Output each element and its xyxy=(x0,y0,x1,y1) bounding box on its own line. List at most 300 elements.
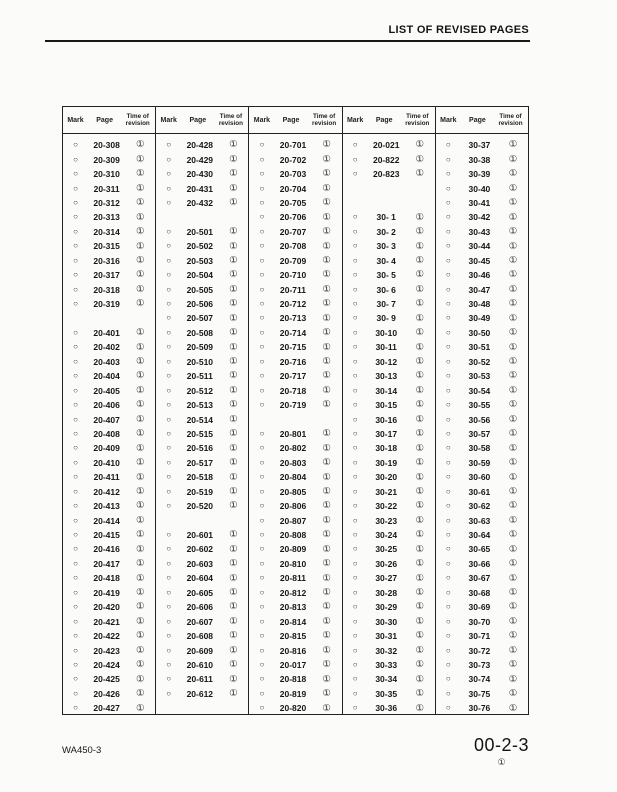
page-cell: 20-606 xyxy=(186,602,214,613)
page-cell: 20-017 xyxy=(279,659,307,670)
page-cell: 20-407 xyxy=(93,414,120,425)
table-row xyxy=(249,167,341,181)
mark-symbol: ○ xyxy=(352,501,358,511)
table-row xyxy=(156,687,248,701)
page-cell: 20-315 xyxy=(93,241,120,252)
revision-mark: ① xyxy=(322,572,331,584)
table-row-blank xyxy=(343,181,435,195)
table-row xyxy=(436,427,528,441)
mark-symbol: ○ xyxy=(445,515,451,525)
revision-mark: ① xyxy=(322,615,331,627)
table-row xyxy=(156,542,248,556)
revision-mark: ① xyxy=(229,413,238,425)
revision-mark: ① xyxy=(135,558,145,570)
page-cell: 20-417 xyxy=(93,558,120,569)
mark-symbol: ○ xyxy=(259,674,265,684)
mark-symbol: ○ xyxy=(445,530,451,540)
page-cell: 20-611 xyxy=(186,674,213,685)
page-cell: 30-25 xyxy=(375,544,398,555)
revision-mark: ① xyxy=(415,485,425,497)
mark-symbol: ○ xyxy=(352,226,358,236)
table-row xyxy=(343,542,435,556)
table-row xyxy=(343,340,435,354)
mark-symbol: ○ xyxy=(73,154,78,164)
mark-symbol: ○ xyxy=(166,400,172,410)
revision-mark: ① xyxy=(229,341,238,353)
mark-symbol: ○ xyxy=(73,703,78,713)
revision-mark: ① xyxy=(322,702,331,714)
page-cell: 20-609 xyxy=(186,645,214,656)
revision-mark: ① xyxy=(508,558,518,570)
revision-mark: ① xyxy=(229,587,238,599)
table-row xyxy=(156,311,248,325)
page-cell: 30-47 xyxy=(468,284,491,295)
revision-mark: ① xyxy=(229,659,238,671)
page-cell: 30-51 xyxy=(468,342,491,353)
page-cell: 30-21 xyxy=(375,486,398,497)
revision-mark: ① xyxy=(322,399,331,411)
page-cell: 20-429 xyxy=(186,154,214,165)
mark-symbol: ○ xyxy=(445,313,451,323)
table-row xyxy=(63,499,155,513)
table-row xyxy=(156,528,248,542)
mark-symbol: ○ xyxy=(445,241,451,251)
table-row xyxy=(156,383,248,397)
revision-mark: ① xyxy=(135,457,145,469)
page-cell: 20-416 xyxy=(93,544,120,555)
table-row xyxy=(343,210,435,224)
page-cell: 20-402 xyxy=(93,342,120,353)
table-row xyxy=(343,499,435,513)
mark-symbol: ○ xyxy=(259,385,265,395)
table-row xyxy=(249,152,341,166)
page-cell: 20-713 xyxy=(279,313,307,324)
page-cell: 30-11 xyxy=(375,342,397,353)
table-row xyxy=(343,614,435,628)
revision-mark: ① xyxy=(322,384,331,396)
revision-mark: ① xyxy=(415,615,425,627)
page-cell: 20-412 xyxy=(93,486,120,497)
page-cell: 20-702 xyxy=(279,154,307,165)
table-row xyxy=(249,138,341,152)
table-row xyxy=(436,138,528,152)
table-row xyxy=(249,600,341,614)
page-cell: 20-507 xyxy=(186,313,214,324)
mark-symbol: ○ xyxy=(352,284,358,294)
mark-symbol: ○ xyxy=(166,645,172,655)
column-header-page: Page xyxy=(96,116,113,124)
table-row xyxy=(249,542,341,556)
table-row xyxy=(249,485,341,499)
page-cell: 30-44 xyxy=(468,241,491,252)
page-cell: 30-64 xyxy=(468,530,491,541)
page-cell: 30-36 xyxy=(375,703,398,714)
mark-symbol: ○ xyxy=(352,241,358,251)
mark-symbol: ○ xyxy=(259,197,265,207)
table-row xyxy=(343,701,435,715)
revision-mark: ① xyxy=(229,485,238,497)
table-row xyxy=(249,701,341,715)
header-rule xyxy=(45,40,530,42)
mark-symbol: ○ xyxy=(445,501,451,511)
mark-symbol: ○ xyxy=(259,327,265,337)
table-row xyxy=(436,571,528,585)
page-cell: 30-56 xyxy=(468,414,491,425)
page-cell: 20-506 xyxy=(186,299,214,310)
revision-mark: ① xyxy=(229,673,238,685)
table-row xyxy=(63,485,155,499)
revision-mark: ① xyxy=(229,630,238,642)
column-header-revision: Time of revision xyxy=(125,112,150,127)
page-cell: 30-53 xyxy=(468,371,491,382)
revision-mark: ① xyxy=(229,226,238,238)
revision-mark: ① xyxy=(415,312,425,324)
table-row xyxy=(249,239,341,253)
mark-symbol: ○ xyxy=(352,371,358,381)
table-row xyxy=(249,355,341,369)
table-row-blank xyxy=(63,311,155,325)
page-cell: 20-812 xyxy=(279,587,307,598)
revision-mark: ① xyxy=(415,211,425,223)
page-cell: 30-28 xyxy=(375,587,398,598)
page-cell: 30-50 xyxy=(468,327,491,338)
page-cell: 20-807 xyxy=(279,515,307,526)
page-cell: 20-520 xyxy=(186,501,214,512)
page-cell: 30-72 xyxy=(468,645,491,656)
revision-mark: ① xyxy=(135,356,145,368)
page-cell: 30-62 xyxy=(468,501,491,512)
footer-page-block xyxy=(474,735,529,768)
revision-mark: ① xyxy=(322,312,331,324)
mark-symbol: ○ xyxy=(445,674,451,684)
page-cell: 30-69 xyxy=(468,602,491,613)
table-row xyxy=(436,152,528,166)
revision-mark: ① xyxy=(415,702,425,714)
mark-symbol: ○ xyxy=(166,313,172,323)
revision-mark: ① xyxy=(229,240,238,252)
table-row xyxy=(343,412,435,426)
table-row xyxy=(156,658,248,672)
page-cell: 30-33 xyxy=(375,659,398,670)
mark-symbol: ○ xyxy=(352,486,358,496)
table-row xyxy=(436,629,528,643)
page-cell: 30-76 xyxy=(468,703,491,714)
table-row xyxy=(436,196,528,210)
table-row xyxy=(249,470,341,484)
mark-symbol: ○ xyxy=(73,197,78,207)
page-cell: 30-45 xyxy=(468,255,491,266)
table-row xyxy=(436,586,528,600)
page-cell: 30-30 xyxy=(375,616,398,627)
mark-symbol: ○ xyxy=(352,688,358,698)
revision-mark: ① xyxy=(415,240,425,252)
page-cell: 20-309 xyxy=(93,154,120,165)
page-cell: 30-40 xyxy=(468,183,491,194)
page-cell: 20-517 xyxy=(186,457,214,468)
mark-symbol: ○ xyxy=(352,169,358,179)
table-row xyxy=(156,326,248,340)
mark-symbol: ○ xyxy=(166,486,172,496)
mark-symbol: ○ xyxy=(73,659,78,669)
mark-symbol: ○ xyxy=(166,602,172,612)
page-cell: 20-420 xyxy=(93,602,120,613)
revision-mark: ① xyxy=(229,197,238,209)
revision-mark: ① xyxy=(322,240,331,252)
revision-mark: ① xyxy=(135,673,145,685)
mark-symbol: ○ xyxy=(73,602,78,612)
revision-mark: ① xyxy=(508,226,518,238)
page-cell: 30-29 xyxy=(375,602,398,613)
table-group xyxy=(63,107,155,714)
revision-mark: ① xyxy=(415,254,425,266)
mark-symbol: ○ xyxy=(445,140,451,150)
table-row xyxy=(63,600,155,614)
page-cell: 20-312 xyxy=(93,197,120,208)
revision-mark: ① xyxy=(415,428,425,440)
revision-mark: ① xyxy=(322,327,331,339)
page-cell: 30-75 xyxy=(468,688,491,699)
mark-symbol: ○ xyxy=(352,659,358,669)
page-cell: 20-809 xyxy=(279,544,307,555)
table-row xyxy=(63,239,155,253)
mark-symbol: ○ xyxy=(259,688,265,698)
mark-symbol: ○ xyxy=(259,356,265,366)
page-cell: 20-427 xyxy=(93,703,120,714)
revision-mark: ① xyxy=(508,428,518,440)
mark-symbol: ○ xyxy=(352,428,358,438)
page-cell: 20-602 xyxy=(186,544,214,555)
group-header xyxy=(343,107,435,134)
table-row xyxy=(436,499,528,513)
revision-mark: ① xyxy=(229,572,238,584)
page-cell: 30-68 xyxy=(468,587,491,598)
table-row xyxy=(436,311,528,325)
mark-symbol: ○ xyxy=(352,530,358,540)
revision-mark: ① xyxy=(322,543,331,555)
table-row xyxy=(63,210,155,224)
mark-symbol: ○ xyxy=(166,140,172,150)
mark-symbol: ○ xyxy=(352,602,358,612)
table-row xyxy=(436,398,528,412)
mark-symbol: ○ xyxy=(445,602,451,612)
page-cell: 20-719 xyxy=(279,400,307,411)
revision-mark: ① xyxy=(229,298,238,310)
page-cell: 20-406 xyxy=(93,400,120,411)
table-row xyxy=(63,542,155,556)
mark-symbol: ○ xyxy=(166,587,172,597)
revision-mark: ① xyxy=(415,644,425,656)
page-cell: 20-811 xyxy=(280,573,306,584)
page-cell: 20-512 xyxy=(186,385,214,396)
column-header-page: Page xyxy=(189,116,207,124)
revision-mark: ① xyxy=(229,399,238,411)
page-cell: 20-424 xyxy=(93,659,120,670)
table-row xyxy=(156,167,248,181)
mark-symbol: ○ xyxy=(73,616,78,626)
page-cell: 30-52 xyxy=(468,356,491,367)
page-cell: 30-65 xyxy=(468,544,491,555)
mark-symbol: ○ xyxy=(166,530,172,540)
revision-mark: ① xyxy=(415,514,425,526)
revision-mark: ① xyxy=(229,312,238,324)
revision-mark: ① xyxy=(229,283,238,295)
mark-symbol: ○ xyxy=(73,544,78,554)
table-row xyxy=(249,196,341,210)
mark-symbol: ○ xyxy=(352,587,358,597)
mark-symbol: ○ xyxy=(73,457,78,467)
page-cell: 30-34 xyxy=(375,674,398,685)
table-row xyxy=(63,470,155,484)
page-cell: 20-709 xyxy=(279,255,307,266)
revision-mark: ① xyxy=(415,413,425,425)
page-cell: 20-311 xyxy=(93,183,120,194)
mark-symbol: ○ xyxy=(73,327,78,337)
revision-mark: ① xyxy=(135,587,145,599)
revision-mark: ① xyxy=(508,168,518,180)
revision-mark: ① xyxy=(135,529,145,541)
page-cell: 30-57 xyxy=(468,428,491,439)
table-row xyxy=(343,600,435,614)
revision-mark: ① xyxy=(508,327,518,339)
table-row xyxy=(436,441,528,455)
revision-mark: ① xyxy=(135,413,145,425)
page-cell: 20-820 xyxy=(279,703,307,714)
revision-mark: ① xyxy=(508,644,518,656)
revision-mark: ① xyxy=(322,211,331,223)
mark-symbol: ○ xyxy=(166,284,172,294)
page-cell: 30-74 xyxy=(468,674,491,685)
mark-symbol: ○ xyxy=(73,414,78,424)
table-row xyxy=(343,456,435,470)
table-row xyxy=(63,658,155,672)
page-cell: 20-308 xyxy=(93,140,120,151)
page-cell: 30-55 xyxy=(468,400,491,411)
revision-mark: ① xyxy=(229,182,238,194)
revision-mark: ① xyxy=(508,298,518,310)
table-row xyxy=(249,225,341,239)
table-row xyxy=(343,152,435,166)
table-row xyxy=(436,412,528,426)
page-cell: 20-314 xyxy=(93,226,120,237)
mark-symbol: ○ xyxy=(352,400,358,410)
revision-mark: ① xyxy=(415,399,425,411)
page-cell: 30- 2 xyxy=(376,226,396,237)
page-cell: 30- 6 xyxy=(376,284,396,295)
revision-mark: ① xyxy=(508,471,518,483)
table-row xyxy=(249,398,341,412)
revision-mark: ① xyxy=(415,630,425,642)
table-row xyxy=(63,629,155,643)
mark-symbol: ○ xyxy=(352,558,358,568)
page-cell: 20-319 xyxy=(93,299,120,310)
table-row xyxy=(156,586,248,600)
table-row xyxy=(156,485,248,499)
page-cell: 20-432 xyxy=(186,197,214,208)
table-row xyxy=(249,326,341,340)
column-header-revision: Time of revision xyxy=(218,112,243,127)
revision-mark: ① xyxy=(322,356,331,368)
revision-mark: ① xyxy=(322,226,331,238)
page-cell: 30-60 xyxy=(468,472,491,483)
revision-mark: ① xyxy=(229,615,238,627)
page-cell: 20-516 xyxy=(186,443,214,454)
revision-mark: ① xyxy=(508,615,518,627)
page-cell: 30-41 xyxy=(468,197,491,208)
page-cell: 20-718 xyxy=(279,385,307,396)
mark-symbol: ○ xyxy=(259,602,265,612)
table-row xyxy=(343,398,435,412)
revision-mark: ① xyxy=(415,543,425,555)
revision-mark: ① xyxy=(415,269,425,281)
mark-symbol: ○ xyxy=(166,197,172,207)
mark-symbol: ○ xyxy=(166,443,172,453)
page-cell: 20-714 xyxy=(279,327,307,338)
page-cell: 30-12 xyxy=(375,356,398,367)
table-row xyxy=(249,181,341,195)
page-cell: 20-408 xyxy=(93,428,120,439)
mark-symbol: ○ xyxy=(352,674,358,684)
page-cell: 30- 4 xyxy=(376,255,396,266)
page-cell: 30-59 xyxy=(468,457,491,468)
revised-pages-table xyxy=(62,106,529,715)
page-cell: 30-46 xyxy=(468,270,491,281)
mark-symbol: ○ xyxy=(352,443,358,453)
column-header-page: Page xyxy=(469,116,486,124)
mark-symbol: ○ xyxy=(73,631,78,641)
table-row xyxy=(249,441,341,455)
page-cell: 20-716 xyxy=(279,356,307,367)
table-row xyxy=(156,138,248,152)
revision-mark: ① xyxy=(508,601,518,613)
mark-symbol: ○ xyxy=(259,169,265,179)
mark-symbol: ○ xyxy=(445,573,451,583)
page-cell: 30-61 xyxy=(468,486,491,497)
table-row xyxy=(156,643,248,657)
table-row xyxy=(156,398,248,412)
mark-symbol: ○ xyxy=(445,212,451,222)
table-row xyxy=(249,614,341,628)
revision-mark: ① xyxy=(508,514,518,526)
revision-mark: ① xyxy=(508,529,518,541)
table-row xyxy=(249,210,341,224)
page-cell: 20-704 xyxy=(279,183,307,194)
model-number: WA450-3 xyxy=(62,745,102,756)
mark-symbol: ○ xyxy=(352,472,358,482)
table-row xyxy=(63,369,155,383)
page-cell: 30-24 xyxy=(375,530,398,541)
page-cell: 20-410 xyxy=(93,457,120,468)
revision-mark: ① xyxy=(322,168,331,180)
page-cell: 30-16 xyxy=(375,414,398,425)
revision-mark: ① xyxy=(508,139,518,151)
mark-symbol: ○ xyxy=(166,573,172,583)
column-header-mark: Mark xyxy=(346,116,364,124)
mark-symbol: ○ xyxy=(259,443,265,453)
mark-symbol: ○ xyxy=(259,270,265,280)
column-header-page: Page xyxy=(375,116,393,124)
revision-mark: ① xyxy=(229,457,238,469)
mark-symbol: ○ xyxy=(73,443,78,453)
mark-symbol: ○ xyxy=(352,703,358,713)
revision-mark: ① xyxy=(322,197,331,209)
page-cell: 30-58 xyxy=(468,443,491,454)
table-row xyxy=(156,441,248,455)
mark-symbol: ○ xyxy=(259,226,265,236)
page-cell: 30-22 xyxy=(375,501,398,512)
revision-mark: ① xyxy=(322,341,331,353)
mark-symbol: ○ xyxy=(259,558,265,568)
revision-mark: ① xyxy=(415,384,425,396)
